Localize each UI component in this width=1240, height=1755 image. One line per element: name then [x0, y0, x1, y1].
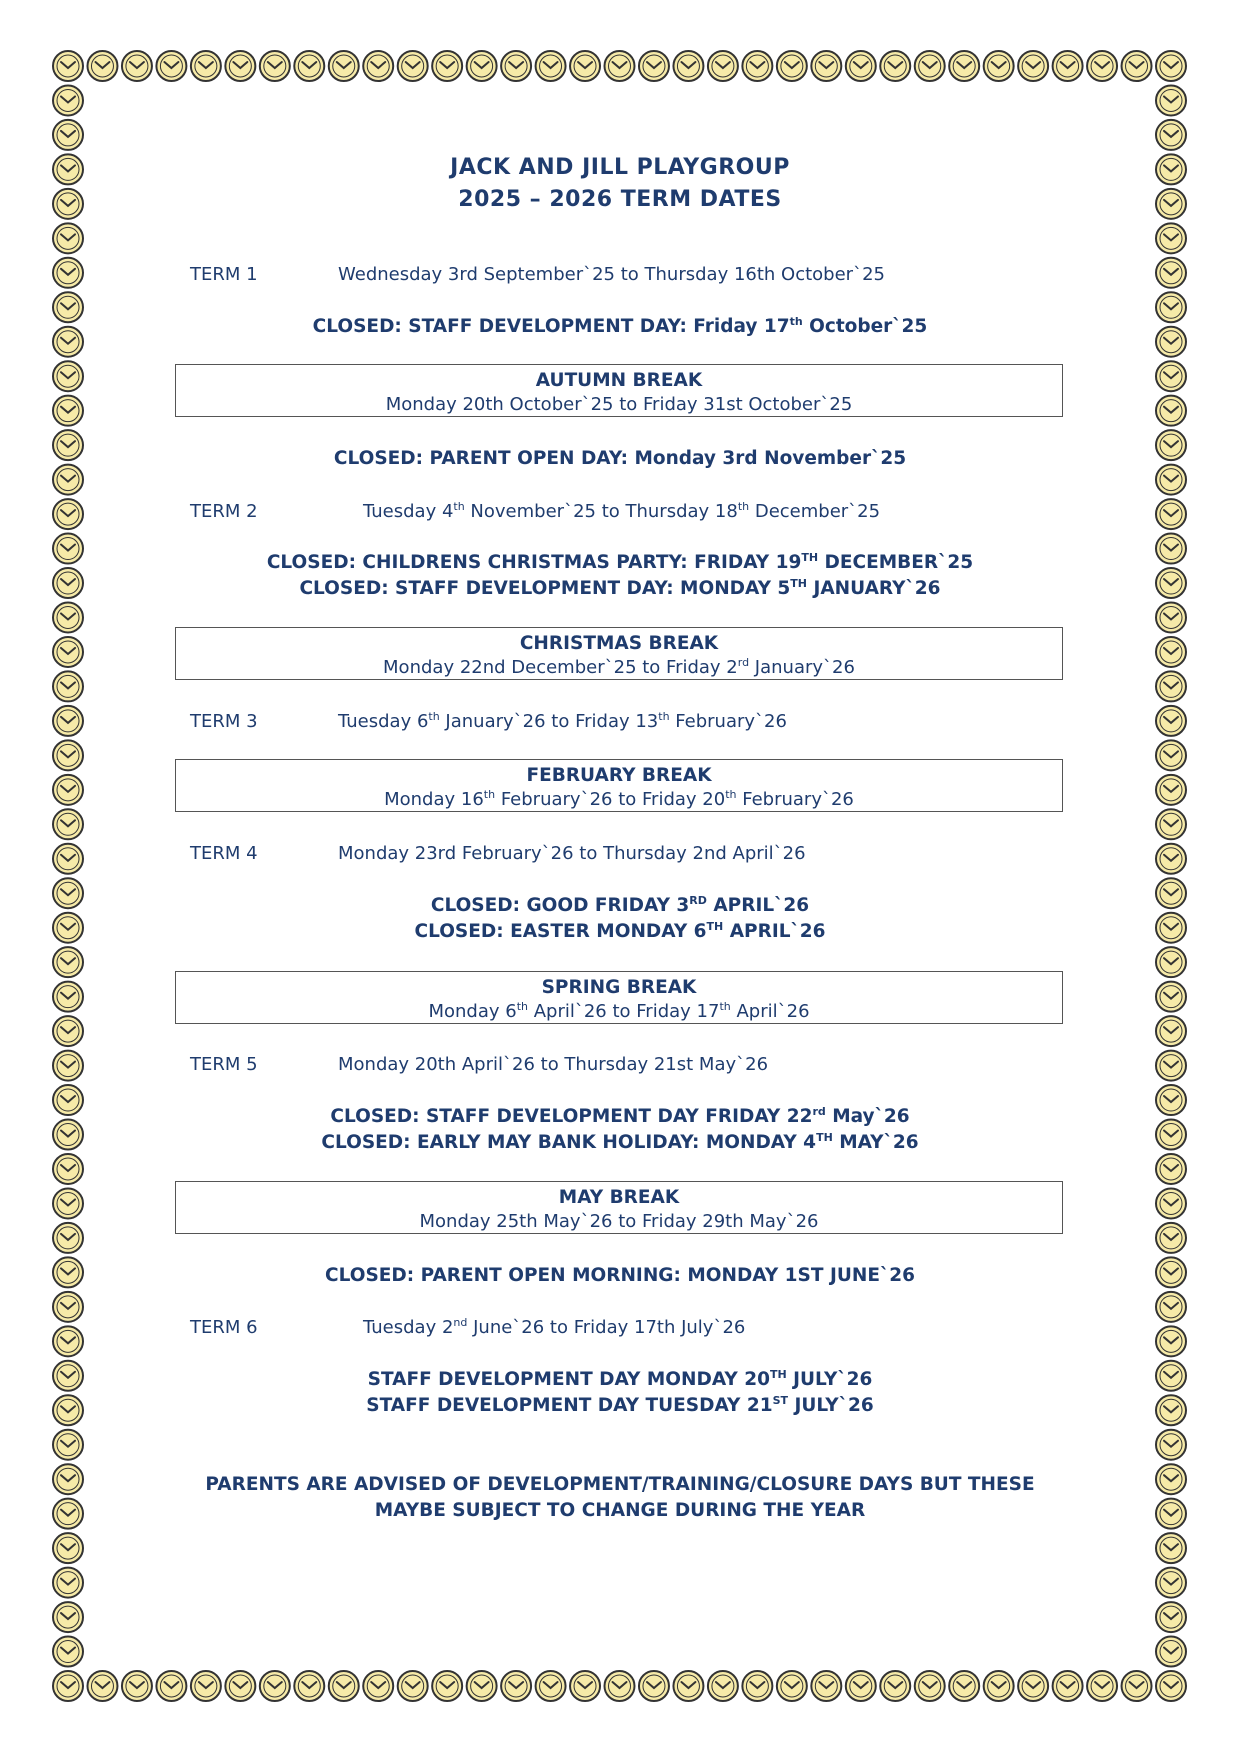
- term-2-label: TERM 2: [190, 501, 258, 522]
- term-3-label: TERM 3: [190, 711, 258, 732]
- spring-break-box: [175, 971, 1063, 1024]
- may-break-title: MAY BREAK: [558, 1187, 680, 1208]
- closure-early-may-bank-holiday: CLOSED: EARLY MAY BANK HOLIDAY: MONDAY 4TH MAY`26: [321, 1131, 919, 1153]
- page-title: JACK AND JILL PLAYGROUP: [450, 155, 790, 180]
- spring-break-dates: Monday 6th April`26 to Friday 17th April`26: [428, 1000, 810, 1022]
- closure-parent-open-morning: CLOSED: PARENT OPEN MORNING: MONDAY 1ST JUNE`26: [325, 1265, 915, 1286]
- autumn-break-dates: Monday 20th October`25 to Friday 31st October`25: [385, 394, 853, 415]
- may-break-dates: Monday 25th May`26 to Friday 29th May`26: [419, 1211, 819, 1232]
- term-2-dates: Tuesday 4th November`25 to Thursday 18th December`25: [363, 500, 881, 522]
- term-4-label: TERM 4: [190, 843, 258, 864]
- closure-staff-development-may: CLOSED: STAFF DEVELOPMENT DAY FRIDAY 22rd May`26: [330, 1105, 910, 1127]
- february-break-box: [175, 759, 1063, 812]
- autumn-break-box: [175, 364, 1063, 417]
- may-break-box: [175, 1181, 1063, 1234]
- notice-line-2: MAYBE SUBJECT TO CHANGE DURING THE YEAR: [374, 1500, 866, 1521]
- term-6-dates: Tuesday 2nd June`26 to Friday 17th July`26: [363, 1316, 746, 1338]
- term-6-label: TERM 6: [190, 1317, 258, 1338]
- christmas-break-box: [175, 627, 1063, 680]
- closure-staff-development-october: CLOSED: STAFF DEVELOPMENT DAY: Friday 17th October`25: [312, 315, 928, 337]
- term-1-dates: Wednesday 3rd September`25 to Thursday 16th October`25: [338, 264, 885, 285]
- closure-easter-monday: CLOSED: EASTER MONDAY 6TH APRIL`26: [414, 920, 826, 942]
- term-4-dates: Monday 23rd February`26 to Thursday 2nd April`26: [338, 843, 806, 864]
- notice-line-1: PARENTS ARE ADVISED OF DEVELOPMENT/TRAINING/CLOSURE DAYS BUT THESE: [205, 1474, 1035, 1495]
- term-5-dates: Monday 20th April`26 to Thursday 21st May`26: [338, 1054, 769, 1075]
- christmas-break-title: CHRISTMAS BREAK: [519, 633, 719, 654]
- closure-parent-open-day: CLOSED: PARENT OPEN DAY: Monday 3rd November`25: [333, 448, 907, 469]
- february-break-dates: Monday 16th February`26 to Friday 20th February`26: [384, 788, 854, 810]
- closure-good-friday: CLOSED: GOOD FRIDAY 3RD APRIL`26: [430, 894, 810, 916]
- page-subtitle: 2025 – 2026 TERM DATES: [458, 187, 782, 212]
- staff-development-tuesday-july: STAFF DEVELOPMENT DAY TUESDAY 21ST JULY`26: [366, 1394, 874, 1416]
- spring-break-title: SPRING BREAK: [541, 977, 697, 998]
- christmas-break-dates: Monday 22nd December`25 to Friday 2rd January`26: [383, 656, 855, 678]
- term-1-label: TERM 1: [190, 264, 258, 285]
- closure-staff-development-january: CLOSED: STAFF DEVELOPMENT DAY: MONDAY 5TH JANUARY`26: [299, 577, 941, 599]
- autumn-break-title: AUTUMN BREAK: [535, 370, 703, 391]
- february-break-title: FEBRUARY BREAK: [526, 765, 712, 786]
- staff-development-monday-july: STAFF DEVELOPMENT DAY MONDAY 20TH JULY`26: [367, 1368, 873, 1390]
- term-5-label: TERM 5: [190, 1054, 258, 1075]
- closure-christmas-party: CLOSED: CHILDRENS CHRISTMAS PARTY: FRIDAY 19TH DECEMBER`25: [266, 551, 974, 573]
- term-3-dates: Tuesday 6th January`26 to Friday 13th February`26: [338, 710, 787, 732]
